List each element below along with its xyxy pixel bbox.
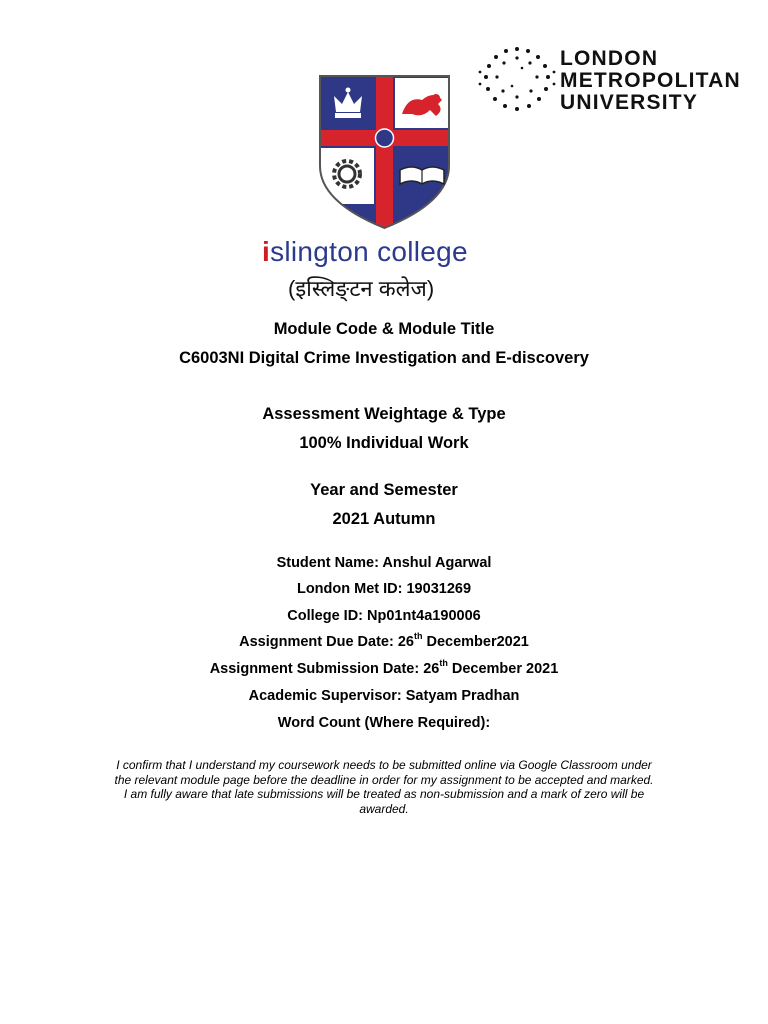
due-date: Assignment Due Date: 26th December2021 — [239, 631, 529, 650]
islington-college-shield-logo — [318, 74, 451, 230]
college-id: College ID: Np01nt4a190006 — [287, 608, 481, 624]
disclaimer-line: I am fully aware that late submissions will be treated as non-submission and a mark of zero will be — [123, 787, 645, 801]
lmu-wordmark-line2: METROPOLITAN — [560, 69, 741, 92]
book-icon — [400, 167, 444, 184]
disclaimer-line: I confirm that I understand my coursework needs to be submitted online via Google Classroom under — [116, 758, 652, 772]
lmu-wordmark-line3: UNIVERSITY — [560, 91, 699, 114]
assessment-value: 100% Individual Work — [299, 434, 469, 452]
islington-college-wordmark: islington college — [262, 236, 468, 267]
disclaimer-line: the relevant module page before the deadline in order for my assignment to be accepted and marked. — [114, 772, 654, 787]
academic-supervisor: Academic Supervisor: Satyam Pradhan — [248, 688, 520, 704]
word-count: Word Count (Where Required): — [277, 715, 491, 731]
assessment-heading: Assessment Weightage & Type — [262, 405, 506, 423]
submission-disclaimer — [80, 758, 688, 816]
year-heading: Year and Semester — [310, 481, 458, 499]
submission-date: Assignment Submission Date: 26th December 2021 — [209, 658, 559, 677]
year-value: 2021 Autumn — [332, 510, 436, 528]
london-met-dotted-logo — [478, 44, 556, 114]
emblem-icon — [376, 129, 394, 147]
lmu-wordmark-line1: LONDON — [560, 47, 659, 70]
islington-college-nepali-wordmark: (इस्लिङ्टन कलेज) — [288, 276, 435, 301]
module-title: C6003NI Digital Crime Investigation and E-discovery — [179, 349, 589, 367]
disclaimer-line: awarded. — [359, 801, 409, 816]
student-name: Student Name: Anshul Agarwal — [276, 555, 492, 571]
module-heading: Module Code & Module Title — [273, 320, 495, 338]
london-met-id: London Met ID: 19031269 — [296, 581, 472, 597]
